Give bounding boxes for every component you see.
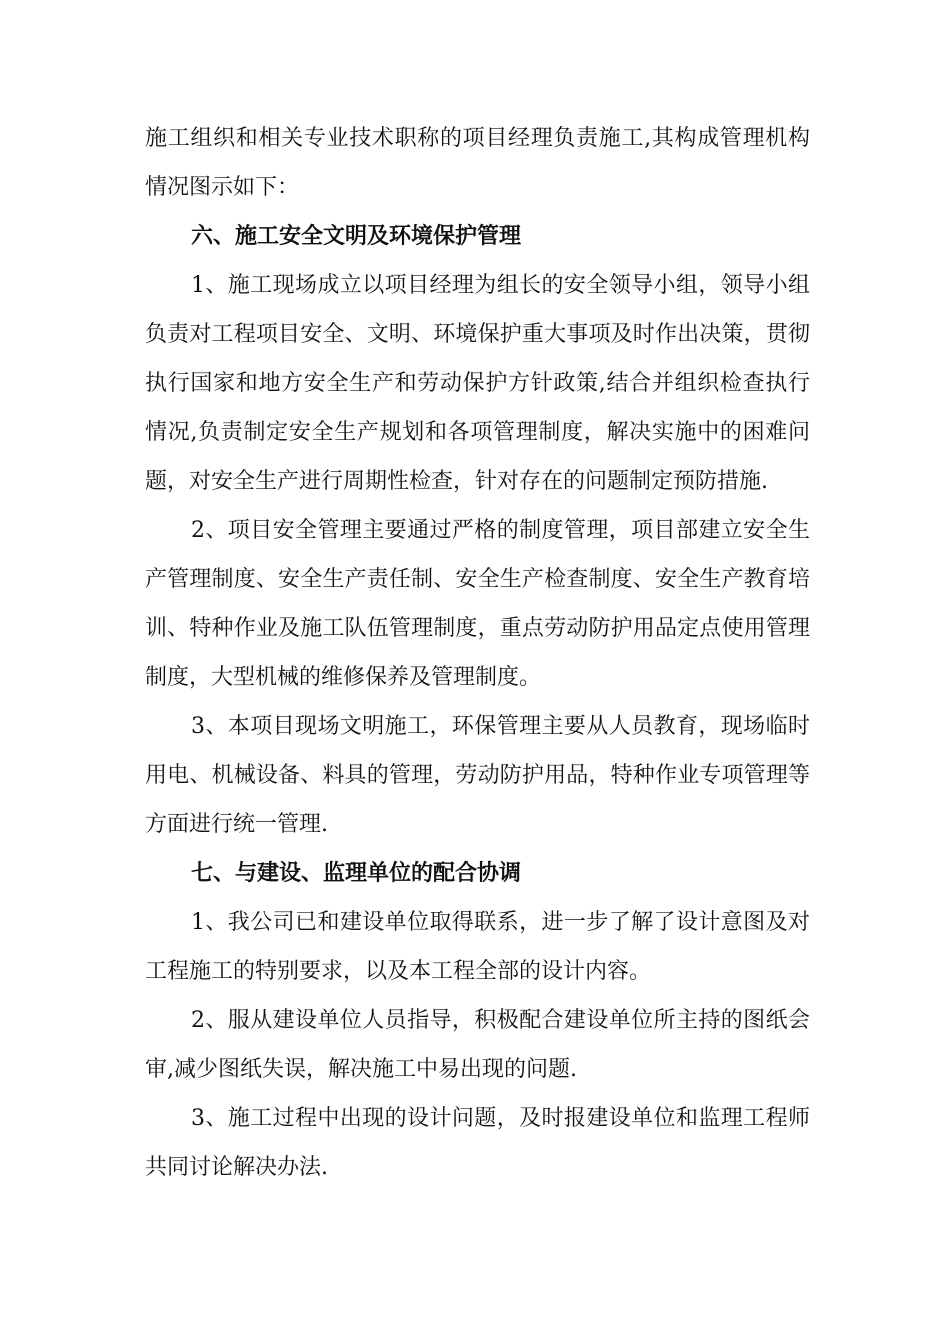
paragraph-7-2: 2、服从建设单位人员指导，积极配合建设单位所主持的图纸会审,减少图纸失误，解决施工中易出现的问题. — [145, 1008, 810, 1082]
paragraph-intro: 施工组织和相关专业技术职称的项目经理负责施工,其构成管理机构情况图示如下： — [145, 126, 810, 200]
paragraph-6-3: 3、本项目现场文明施工，环保管理主要从人员教育，现场临时用电、机械设备、料具的管理，劳动防护用品，特种作业专项管理等方面进行统一管理. — [145, 714, 810, 837]
paragraph-7-3: 3、施工过程中出现的设计问题，及时报建设单位和监理工程师共同讨论解决办法. — [145, 1106, 810, 1180]
section-heading-7: 七、与建设、监理单位的配合协调 — [191, 861, 522, 886]
document-body — [145, 114, 810, 1192]
paragraph-7-1: 1、我公司已和建设单位取得联系，进一步了解了设计意图及对工程施工的特别要求，以及本工程全部的设计内容。 — [145, 910, 810, 984]
paragraph-6-2: 2、项目安全管理主要通过严格的制度管理，项目部建立安全生产管理制度、安全生产责任制、安全生产检查制度、安全生产教育培训、特种作业及施工队伍管理制度，重点劳动防护用品定点使用管理制度，大型机械的维修保养及管理制度。 — [145, 518, 810, 690]
paragraph-6-1: 1、施工现场成立以项目经理为组长的安全领导小组，领导小组负责对工程项目安全、文明、环境保护重大事项及时作出决策，贯彻执行国家和地方安全生产和劳动保护方针政策,结合并组织检查执行情况,负责制定安全生产规划和各项管理制度，解决实施中的困难问题，对安全生产进行周期性检查，针对存在的问题制定预防措施. — [145, 273, 810, 494]
section-heading-6: 六、施工安全文明及环境保护管理 — [191, 224, 522, 249]
